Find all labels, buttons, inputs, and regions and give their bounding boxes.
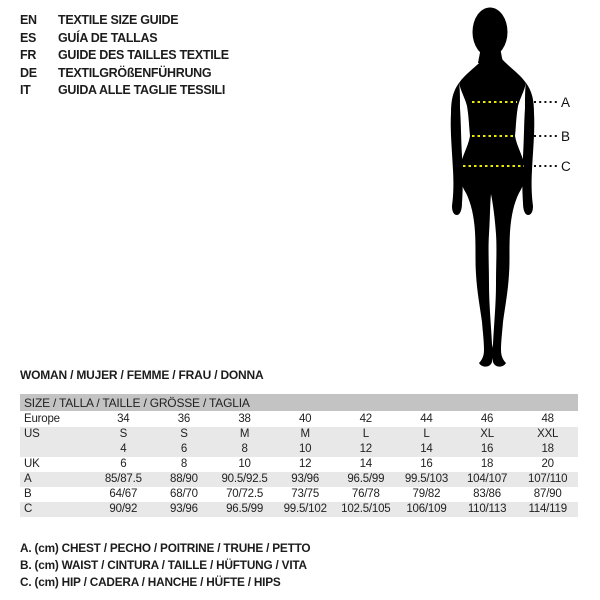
table-row-waist [20, 487, 578, 502]
table-cell: 12 [359, 443, 373, 455]
marker-label-b: B [561, 129, 571, 144]
table-row-europe [20, 412, 578, 427]
table-cell: 93/96 [170, 503, 198, 515]
table-cell: 68/70 [170, 488, 198, 500]
lang-row-de [20, 65, 229, 83]
lang-title: GUIDA ALLE TAGLIE TESSILI [58, 83, 226, 98]
lang-code: EN [20, 13, 37, 27]
table-cell: 44 [420, 413, 433, 425]
table-cell: 18 [541, 443, 554, 455]
woman-silhouette-figure [400, 0, 600, 380]
table-cell: 85/87.5 [104, 473, 142, 485]
table-cell: XXL [537, 428, 559, 440]
table-cell: 34 [117, 413, 130, 425]
legend-hip: C. (cm) HIP / CADERA / HANCHE / HÜFTE / HIPS [20, 574, 281, 589]
lang-row-es [20, 30, 229, 48]
table-row-us [20, 427, 578, 442]
table-cell: 4 [120, 443, 127, 455]
table-cell: 107/110 [528, 473, 568, 485]
row-label: UK [24, 458, 40, 470]
table-cell: 8 [180, 458, 188, 470]
row-label: US [24, 428, 40, 440]
silhouette-body [459, 58, 526, 367]
table-cell: 83/86 [473, 488, 501, 500]
table-cell: 106/109 [406, 503, 447, 515]
lang-title: GUÍA DE TALLAS [58, 30, 158, 45]
table-cell: 40 [298, 413, 312, 425]
table-row-uk [20, 457, 578, 472]
lang-code: ES [20, 30, 37, 45]
table-row-hip [20, 502, 578, 517]
row-label: A [24, 473, 32, 485]
table-cell: 99.5/103 [404, 473, 449, 485]
table-cell: 96.5/99 [226, 503, 264, 515]
table-cell: L [423, 428, 430, 440]
table-cell: 88/90 [170, 473, 198, 485]
table-cell: XL [480, 428, 494, 440]
lang-title: TEXTILGRÖßENFÜHRUNG [58, 65, 212, 80]
table-cell: 42 [359, 413, 373, 425]
table-cell: 110/113 [467, 503, 507, 515]
table-cell: 70/72.5 [226, 488, 264, 500]
table-row-us-numeric [20, 442, 578, 457]
table-cell: 38 [238, 413, 251, 425]
table-cell: 114/119 [528, 503, 567, 515]
row-label: Europe [24, 413, 60, 425]
measurement-legend [20, 540, 310, 590]
table-cell: 93/96 [291, 473, 320, 485]
woman-heading: WOMAN / MUJER / FEMME / FRAU / DONNA [20, 368, 264, 382]
lang-row-en [20, 12, 229, 30]
table-cell: S [180, 428, 188, 440]
table-cell: 20 [541, 458, 554, 470]
table-cell: 14 [420, 443, 433, 455]
row-label: B [24, 488, 32, 500]
table-cell: 18 [480, 458, 494, 470]
table-cell: S [119, 428, 128, 440]
table-cell: 8 [241, 443, 248, 455]
table-cell: 10 [298, 443, 312, 455]
table-cell: 6 [120, 458, 127, 470]
legend-waist: B. (cm) WAIST / CINTURA / TAILLE / HÜFTUNG / VITA [20, 557, 307, 572]
lang-title: TEXTILE SIZE GUIDE [58, 13, 179, 27]
table-cell: L [362, 428, 369, 440]
marker-label-c: C [561, 159, 571, 174]
table-cell: 12 [298, 458, 312, 470]
row-label [20, 442, 93, 457]
lang-row-it [20, 82, 229, 100]
table-cell: 10 [238, 458, 251, 470]
language-list [20, 12, 229, 100]
table-cell: 102.5/105 [341, 503, 391, 515]
silhouette-right-arm [522, 83, 534, 215]
table-cell: 73/75 [291, 488, 320, 500]
lang-code: FR [20, 48, 37, 63]
table-row-chest [20, 472, 578, 487]
size-table-header: SIZE / TALLA / TAILLE / GRÖSSE / TAGLIA [20, 394, 578, 412]
table-cell: 16 [480, 443, 494, 455]
lang-code: IT [20, 83, 31, 98]
table-cell: 16 [420, 458, 433, 470]
legend-chest: A. (cm) CHEST / PECHO / POITRINE / TRUHE / PETTO [20, 541, 311, 555]
table-cell: 90/92 [109, 503, 138, 515]
table-cell: 79/82 [412, 488, 441, 500]
lang-title: GUIDE DES TAILLES TEXTILE [58, 48, 229, 63]
table-cell: 14 [359, 458, 373, 470]
table-cell: 96.5/99 [347, 473, 385, 485]
lang-code: DE [20, 65, 37, 80]
marker-label-a: A [561, 95, 571, 110]
table-cell: M [300, 428, 310, 440]
table-cell: 46 [480, 413, 494, 425]
table-cell: 76/78 [351, 488, 380, 500]
lang-row-fr [20, 47, 229, 65]
table-cell: 6 [180, 443, 188, 455]
row-label: C [24, 503, 33, 515]
table-cell: 36 [177, 413, 191, 425]
size-table [20, 394, 578, 517]
table-cell: 90.5/92.5 [221, 473, 268, 485]
table-cell: M [239, 428, 250, 440]
table-cell: 48 [541, 413, 554, 425]
table-cell: 99.5/102 [283, 503, 327, 515]
silhouette-left-arm [451, 83, 463, 215]
table-cell: 104/107 [466, 473, 508, 485]
table-cell: 64/67 [109, 488, 138, 500]
table-cell: 87/90 [533, 488, 562, 500]
